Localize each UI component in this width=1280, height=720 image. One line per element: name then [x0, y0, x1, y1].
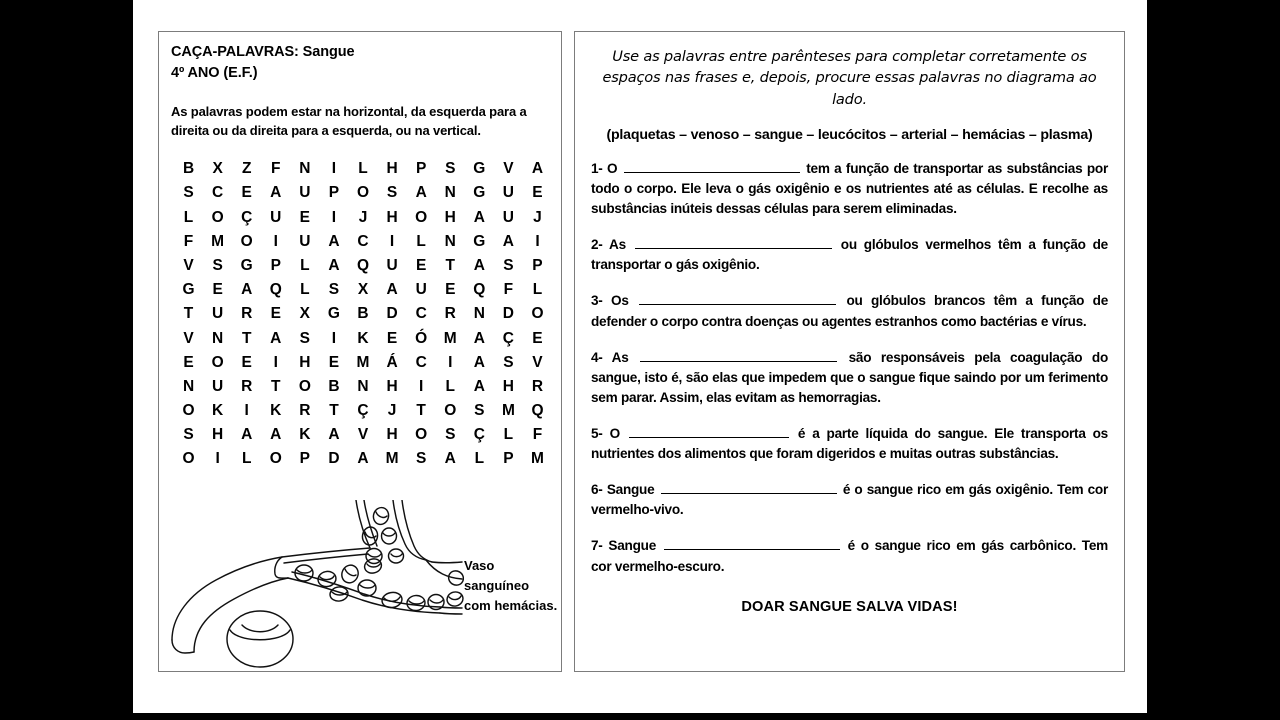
grid-cell[interactable]: X [357, 281, 369, 299]
question-item [591, 348, 1108, 408]
grid-cell[interactable]: Q [356, 256, 370, 274]
grid-cell[interactable]: I [244, 402, 249, 420]
grid-row [174, 399, 552, 423]
grid-cell[interactable]: V [532, 353, 543, 371]
grid-cell[interactable]: Ç [357, 402, 369, 420]
grid-cell[interactable]: N [444, 232, 456, 250]
answer-blank[interactable] [629, 425, 789, 438]
grid-cell[interactable]: O [531, 305, 544, 323]
question-number: 4- As [591, 349, 639, 365]
grid-row [174, 230, 552, 254]
grid-cell[interactable]: N [473, 305, 485, 323]
grid-cell[interactable]: Ç [502, 329, 514, 347]
grid-cell[interactable]: A [473, 329, 485, 347]
grid-cell[interactable]: O [182, 402, 195, 420]
grid-cell[interactable]: E [415, 256, 427, 274]
grid-cell[interactable]: A [328, 232, 340, 250]
grid-cell[interactable]: H [502, 377, 514, 395]
grid-cell[interactable]: T [183, 305, 194, 323]
question-number: 3- Os [591, 293, 638, 309]
grid-cell[interactable]: U [270, 208, 282, 226]
grid-cell[interactable]: H [386, 160, 398, 178]
grid-row [174, 302, 552, 326]
grid-cell[interactable]: T [329, 402, 339, 420]
question-text: ou glóbulos vermelhos têm a função de transportar o gás oxigênio. [591, 237, 1108, 273]
grid-cell[interactable]: A [241, 281, 253, 299]
grid-cell[interactable]: P [270, 256, 281, 274]
answer-blank[interactable] [635, 236, 832, 249]
exercises-panel [574, 31, 1125, 672]
grid-cell[interactable]: G [473, 160, 486, 178]
question-item [591, 480, 1108, 520]
word-search-instructions: As palavras podem estar na horizontal, da esquerda para a direita ou da direita para a esquerda, ou na vertical. [171, 104, 527, 139]
grade-label: 4º ANO (E.F.) [171, 64, 258, 81]
grid-cell[interactable]: A [270, 426, 282, 444]
word-search-panel [158, 31, 562, 672]
grid-cell[interactable]: P [532, 256, 543, 274]
grid-cell[interactable]: I [448, 353, 453, 371]
question-item [591, 159, 1108, 219]
question-text: são responsáveis pela coagulação do sangue, isto é, são elas que impedem que o sangue fique saindo por um ferimento sem parar. Assim, elas evitam as hemorragias. [591, 349, 1108, 405]
grid-row [174, 447, 552, 471]
watermark [337, 630, 447, 652]
slogan: DOAR SANGUE SALVA VIDAS! [741, 598, 958, 615]
grid-cell[interactable]: V [503, 160, 514, 178]
grid-cell[interactable]: L [445, 377, 455, 395]
grid-cell[interactable]: S [212, 256, 223, 274]
grid-cell[interactable]: T [416, 402, 426, 420]
grid-cell[interactable]: S [386, 184, 398, 202]
grid-row [174, 278, 552, 302]
grid-cell[interactable]: H [299, 353, 311, 371]
grid-cell[interactable]: B [328, 377, 340, 395]
question-item [591, 536, 1108, 576]
grid-cell[interactable]: I [215, 450, 220, 468]
grid-cell[interactable]: V [183, 256, 194, 274]
question-text: é o sangue rico em gás carbônico. Tem cor vermelho-escuro. [591, 538, 1108, 574]
grid-cell[interactable]: L [503, 426, 514, 444]
grid-cell[interactable]: A [444, 450, 456, 468]
grid-cell[interactable]: L [241, 450, 252, 468]
grid-cell[interactable]: H [444, 208, 456, 226]
grid-cell[interactable]: J [533, 208, 542, 226]
grid-cell[interactable]: A [473, 208, 485, 226]
grid-cell[interactable]: E [241, 184, 252, 202]
grid-row [174, 423, 552, 447]
grid-cell[interactable]: I [331, 329, 337, 347]
grid-cell[interactable]: H [386, 377, 398, 395]
grid-cell[interactable]: D [502, 305, 514, 323]
grid-cell[interactable]: G [240, 256, 253, 274]
grid-cell[interactable]: P [415, 160, 427, 178]
grid-cell[interactable]: G [182, 281, 195, 299]
grid-cell[interactable]: N [182, 377, 195, 395]
grid-cell[interactable]: U [299, 184, 311, 202]
grid-cell[interactable]: G [327, 305, 340, 323]
grid-cell[interactable]: O [182, 450, 195, 468]
grid-cell[interactable]: G [473, 232, 486, 250]
grid-cell[interactable]: A [270, 329, 282, 347]
question-item [591, 291, 1108, 331]
answer-blank[interactable] [639, 293, 836, 306]
grid-cell[interactable]: M [356, 353, 370, 371]
question-text: é o sangue rico em gás oxigênio. Tem cor vermelho-vivo. [591, 482, 1108, 518]
question-text: é a parte líquida do sangue. Ele transporta os nutrientes dos alimentos que foram digeridos e muitas outras substâncias. [591, 425, 1108, 462]
grid-cell[interactable]: C [212, 184, 224, 202]
grid-cell[interactable]: O [415, 208, 428, 226]
word-search-grid[interactable] [174, 157, 552, 471]
grid-cell[interactable]: A [328, 256, 340, 274]
answer-blank[interactable] [664, 538, 840, 551]
grid-cell[interactable]: R [241, 305, 253, 323]
grid-cell[interactable]: M [385, 450, 399, 468]
grid-row [174, 157, 552, 181]
grid-cell[interactable]: U [212, 377, 224, 395]
grid-cell[interactable]: L [358, 160, 368, 178]
question-item [591, 235, 1108, 275]
grid-cell[interactable]: A [473, 353, 485, 371]
grid-cell[interactable]: S [299, 329, 311, 347]
grid-cell[interactable]: T [241, 329, 252, 347]
grid-cell[interactable]: T [445, 256, 455, 274]
grid-cell[interactable]: L [416, 232, 426, 250]
grid-cell[interactable]: A [502, 232, 514, 250]
grid-cell[interactable]: M [501, 402, 515, 420]
grid-cell[interactable]: H [386, 208, 398, 226]
grid-cell[interactable]: S [445, 160, 456, 178]
exercise-instructions: Use as palavras entre parênteses para completar corretamente os espaços nas frases e, depois, procure essas palavras no diagrama ao lado. [602, 48, 1097, 108]
grid-cell[interactable]: E [270, 305, 281, 323]
grid-cell[interactable]: V [183, 329, 194, 347]
blood-vessel-illustration [159, 500, 561, 672]
grid-cell[interactable]: M [531, 450, 544, 468]
grid-cell[interactable]: K [357, 329, 369, 347]
illustration-caption: Vaso sanguíneo com hemácias. [464, 558, 558, 613]
question-number: 1- O [591, 160, 622, 176]
grid-cell[interactable]: S [503, 353, 514, 371]
grid-cell[interactable]: R [241, 377, 253, 395]
grid-cell[interactable]: O [415, 426, 428, 444]
grid-cell[interactable]: C [357, 232, 369, 250]
grid-cell[interactable]: A [241, 426, 253, 444]
grid-row [174, 375, 552, 399]
grid-cell[interactable]: R [444, 305, 456, 323]
grid-cell[interactable]: S [183, 426, 194, 444]
grid-cell[interactable]: B [357, 305, 369, 323]
grid-cell[interactable]: J [358, 208, 368, 226]
grid-cell[interactable]: O [356, 184, 370, 202]
grid-cell[interactable]: P [328, 184, 340, 202]
grid-cell[interactable]: I [419, 377, 424, 395]
grid-cell[interactable]: J [387, 402, 397, 420]
grid-cell[interactable]: E [328, 353, 340, 371]
grid-cell[interactable]: D [386, 305, 398, 323]
grid-cell[interactable]: P [503, 450, 514, 468]
grid-cell[interactable]: S [503, 256, 514, 274]
grid-cell[interactable]: I [273, 353, 278, 371]
grid-cell[interactable]: F [183, 232, 194, 250]
question-text: ou glóbulos brancos têm a função de defender o corpo contra doenças ou agentes estranhos como bactérias e vírus. [591, 293, 1108, 329]
grid-cell[interactable]: Z [241, 160, 252, 178]
grid-cell[interactable]: F [271, 160, 281, 178]
grid-cell[interactable]: S [183, 184, 194, 202]
grid-cell[interactable]: N [444, 184, 456, 202]
grid-cell[interactable]: B [182, 160, 195, 178]
grid-cell[interactable]: R [531, 377, 544, 395]
grid-cell[interactable]: E [386, 329, 398, 347]
grid-cell[interactable]: O [444, 402, 457, 420]
questions-list [591, 159, 1108, 577]
grid-cell[interactable]: C [415, 353, 427, 371]
grid-cell[interactable]: Á [386, 353, 398, 371]
grid-cell[interactable]: O [240, 232, 253, 250]
grid-cell[interactable]: F [532, 426, 543, 444]
grid-cell[interactable]: C [415, 305, 427, 323]
grid-cell[interactable]: O [298, 377, 311, 395]
grid-row [174, 351, 552, 375]
grid-cell[interactable]: S [328, 281, 340, 299]
grid-cell[interactable]: E [241, 353, 252, 371]
grid-cell[interactable]: E [532, 184, 543, 202]
grid-cell[interactable]: E [183, 353, 194, 371]
grid-cell[interactable]: N [357, 377, 369, 395]
grid-cell[interactable]: Ó [415, 329, 428, 347]
grid-row [174, 181, 552, 205]
grid-cell[interactable]: O [269, 450, 282, 468]
grid-cell[interactable]: E [212, 281, 223, 299]
grid-cell[interactable]: U [386, 256, 398, 274]
grid-cell[interactable]: S [445, 426, 456, 444]
grid-cell[interactable]: S [474, 402, 485, 420]
grid-cell[interactable]: M [211, 232, 225, 250]
grid-cell[interactable]: K [299, 426, 311, 444]
grid-cell[interactable]: Q [269, 281, 282, 299]
grid-cell[interactable]: O [211, 353, 224, 371]
answer-blank[interactable] [624, 160, 800, 173]
grid-cell[interactable]: H [212, 426, 224, 444]
grid-cell[interactable]: S [415, 450, 427, 468]
grid-cell[interactable]: F [503, 281, 514, 299]
grid-cell[interactable]: L [474, 450, 485, 468]
grid-cell[interactable]: Q [531, 402, 544, 420]
grid-cell[interactable]: E [299, 208, 311, 226]
grid-cell[interactable]: V [357, 426, 369, 444]
worksheet-page [133, 0, 1147, 713]
grid-cell[interactable]: U [299, 232, 311, 250]
grid-cell[interactable]: T [271, 377, 281, 395]
grid-cell[interactable]: I [331, 208, 337, 226]
grid-cell[interactable]: L [183, 208, 194, 226]
grid-cell[interactable]: Ç [473, 426, 485, 444]
grid-cell[interactable]: U [415, 281, 427, 299]
grid-cell[interactable]: L [300, 281, 310, 299]
grid-cell[interactable]: I [535, 232, 540, 250]
grid-row [174, 254, 552, 278]
grid-cell[interactable]: L [532, 281, 543, 299]
grid-cell[interactable]: O [211, 208, 224, 226]
page-title: CAÇA-PALAVRAS: Sangue [171, 44, 355, 60]
grid-cell[interactable]: E [445, 281, 456, 299]
grid-cell[interactable]: A [415, 184, 427, 202]
grid-cell[interactable]: R [299, 402, 311, 420]
grid-cell[interactable]: H [386, 426, 398, 444]
grid-cell[interactable]: K [270, 402, 282, 420]
grid-cell[interactable]: D [328, 450, 340, 468]
grid-cell[interactable]: X [212, 160, 223, 178]
question-text: tem a função de transportar as substâncias por todo o corpo. Ele leva o gás oxigênio e os nutrientes até as células. E recolhe as substâncias inúteis dessas células para serem eliminadas. [591, 160, 1108, 217]
word-bank: (plaquetas – venoso – sangue – leucócitos – arterial – hemácias – plasma) [606, 126, 1093, 143]
grid-cell[interactable]: A [386, 281, 398, 299]
question-number: 2- As [591, 237, 633, 253]
grid-cell[interactable]: N [299, 160, 311, 178]
grid-cell[interactable]: Q [473, 281, 486, 299]
question-number: 6- Sangue [591, 482, 659, 498]
grid-cell[interactable]: A [270, 184, 282, 202]
grid-cell[interactable]: U [212, 305, 224, 323]
grid-cell[interactable]: G [473, 184, 486, 202]
grid-row [174, 205, 552, 229]
grid-cell[interactable]: A [328, 426, 340, 444]
grid-cell[interactable]: E [532, 329, 543, 347]
grid-cell[interactable]: A [473, 377, 485, 395]
grid-cell[interactable]: P [299, 450, 311, 468]
question-number: 7- Sangue [591, 538, 662, 554]
right-panel-content [575, 32, 1124, 615]
grid-cell[interactable]: U [502, 184, 514, 202]
answer-blank[interactable] [640, 349, 837, 362]
grid-cell[interactable]: I [331, 160, 337, 178]
grid-row [174, 326, 552, 350]
grid-cell[interactable]: A [357, 450, 369, 468]
grid-cell[interactable]: I [389, 232, 395, 250]
grid-cell[interactable]: X [299, 305, 311, 323]
grid-cell[interactable]: M [443, 329, 457, 347]
grid-cell[interactable]: Ç [241, 208, 253, 226]
answer-blank[interactable] [661, 481, 837, 494]
left-panel-content [159, 32, 561, 472]
grid-cell[interactable]: A [473, 256, 485, 274]
grid-cell[interactable]: L [300, 256, 310, 274]
question-number: 5- O [591, 425, 627, 441]
grid-cell[interactable]: N [212, 329, 224, 347]
grid-cell[interactable]: K [212, 402, 224, 420]
grid-cell[interactable]: I [273, 232, 278, 250]
question-item [591, 424, 1108, 464]
grid-cell[interactable]: A [531, 160, 544, 178]
grid-cell[interactable]: U [502, 208, 514, 226]
